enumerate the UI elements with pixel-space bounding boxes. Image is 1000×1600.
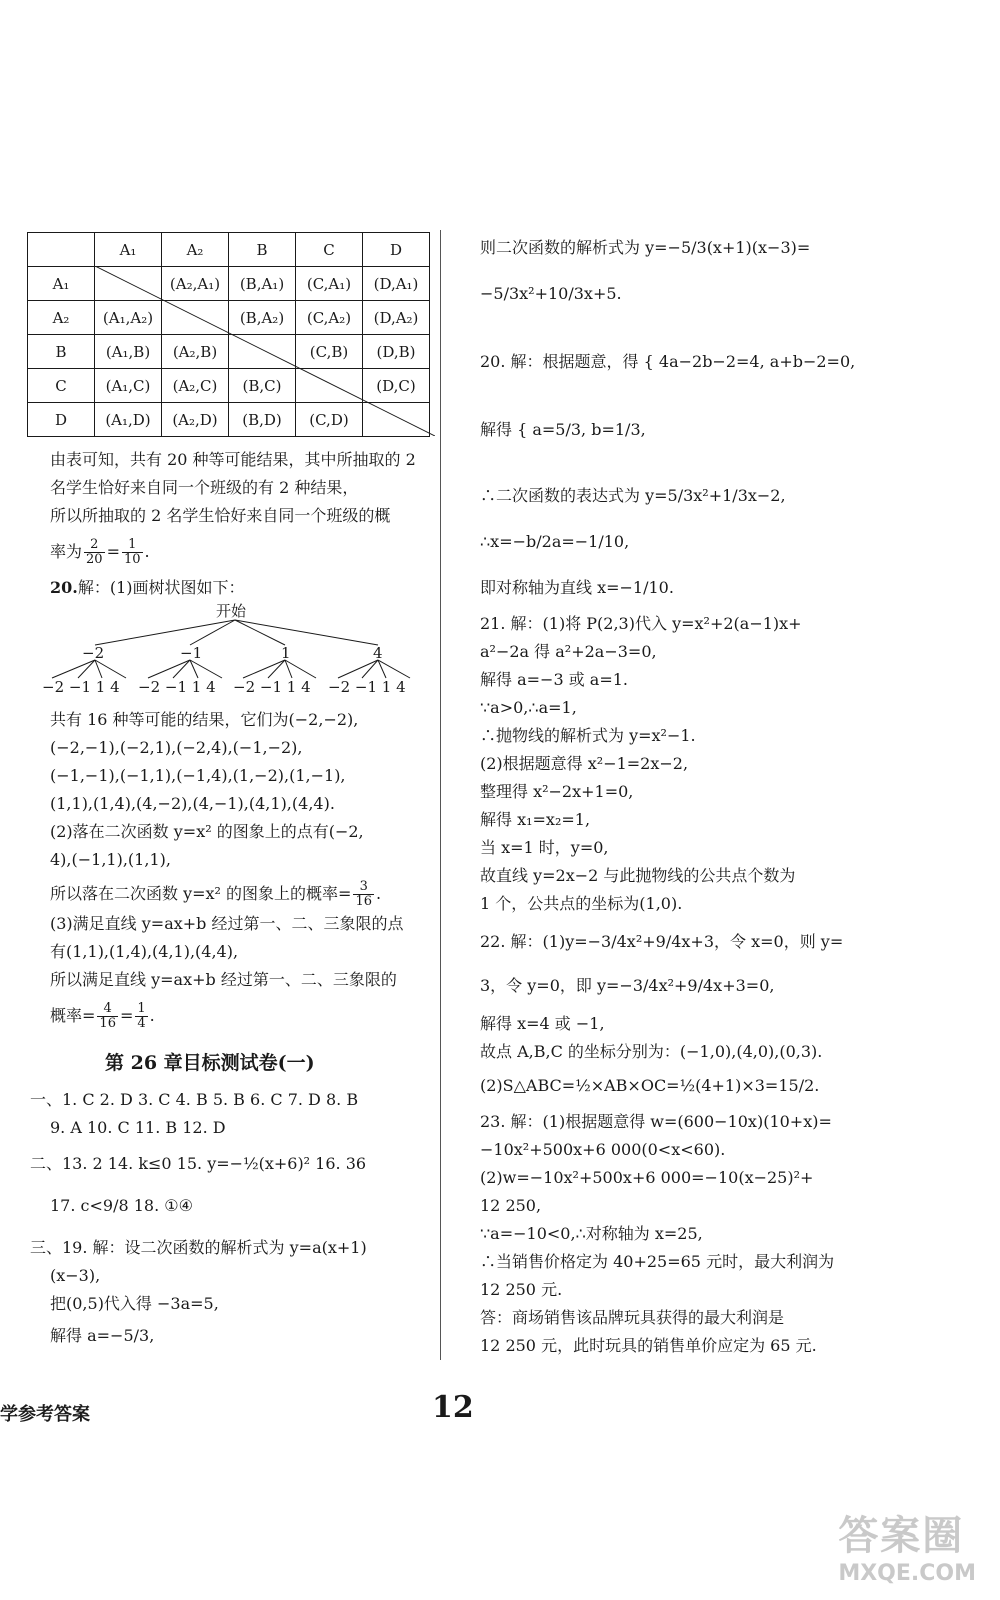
text-line: ∵a>0,∴a=1, (480, 698, 577, 717)
tree-leaves: −2 −1 1 4 (233, 678, 311, 696)
table-cell: (D,B) (363, 335, 430, 369)
text-fragment: 率为 (50, 542, 83, 561)
table-cell: (A₂,A₁) (162, 267, 229, 301)
table-cell: D (363, 233, 430, 267)
watermark-url: MXQE.COM (838, 1561, 976, 1586)
text-line: 12 250 元，此时玩具的销售单价应定为 65 元. (480, 1336, 817, 1355)
text-line: 解得 x=4 或 −1, (480, 1014, 605, 1033)
chapter-title: 第 26 章目标测试卷(一) (105, 1052, 315, 1074)
footer-label: 学参考答案 (0, 1404, 90, 1425)
text-line: 所以满足直线 y=ax+b 经过第一、二、三象限的 (50, 970, 397, 989)
table-cell: (C,A₁) (296, 267, 363, 301)
text-line: (2)S△ABC=½×AB×OC=½(4+1)×3=15/2. (480, 1076, 820, 1095)
question-line (50, 578, 245, 598)
tree-node: 1 (281, 644, 291, 662)
text-line: (x−3), (50, 1266, 101, 1285)
page-number: 12 (432, 1390, 474, 1425)
tree-node: −2 (82, 644, 105, 662)
text-line: 1 个，公共点的坐标为(1,0). (480, 894, 683, 913)
table-cell: (B,D) (229, 403, 296, 437)
text-line: (−1,−1),(−1,1),(−1,4),(1,−2),(1,−1), (50, 766, 346, 785)
tree-leaves: −2 −1 1 4 (138, 678, 216, 696)
text-line: (2)落在二次函数 y=x² 的图象上的点有(−2, (50, 822, 364, 841)
text-line: 把(0,5)代入得 −3a=5, (50, 1294, 219, 1313)
text-line: (2)根据题意得 x²−1=2x−2, (480, 754, 689, 773)
tree-leaves: −2 −1 1 4 (328, 678, 406, 696)
table-cell: (A₁,D) (95, 403, 162, 437)
text-line: 有(1,1),(1,4),(4,1),(4,4), (50, 942, 239, 961)
table-cell: B (28, 335, 95, 369)
text-line: 22. 解：(1)y=−3/4x²+9/4x+3，令 x=0，则 y= (480, 932, 844, 951)
tree-node: 4 (373, 644, 383, 662)
text-line: a²−2a 得 a²+2a−3=0, (480, 642, 657, 661)
text-line: (2)w=−10x²+500x+6 000=−10(x−25)²+ (480, 1168, 814, 1187)
text-line: 故直线 y=2x−2 与此抛物线的公共点个数为 (480, 866, 796, 885)
table-cell: (C,A₂) (296, 301, 363, 335)
table-cell (28, 233, 95, 267)
fraction: $\frac{4}{16}$ (99, 1001, 116, 1031)
text-line: (3)满足直线 y=ax+b 经过第一、二、三象限的点 (50, 914, 404, 933)
table-cell: B (229, 233, 296, 267)
table-cell: (A₂,D) (162, 403, 229, 437)
table-cell: (A₂,C) (162, 369, 229, 403)
text-line: 解得 x₁=x₂=1, (480, 810, 591, 829)
table-cell: (D,C) (363, 369, 430, 403)
table-cell: C (296, 233, 363, 267)
answer-line: 一、1. C 2. D 3. C 4. B 5. B 6. C 7. D 8. B (30, 1090, 359, 1109)
fraction: $\frac{3}{16}$ (355, 879, 373, 909)
text-line: 即对称轴为直线 x=−1/10. (480, 578, 674, 597)
text-line: 则二次函数的解析式为 y=−5/3(x+1)(x−3)= (480, 238, 811, 257)
table-cell: C (28, 369, 95, 403)
fraction: $\frac{2}{20}$ (86, 537, 103, 567)
text-fragment: 解：(1)画树状图如下： (77, 578, 245, 597)
text-line: 所以落在二次函数 y=x² 的图象上的概率= $\frac{3}{16}$ . (50, 879, 382, 909)
text-line: ∴x=−b/2a=−1/10, (480, 532, 630, 551)
text-line: 12 250 元. (480, 1280, 563, 1299)
table-cell: (D,A₁) (363, 267, 430, 301)
text-fragment: 概率= (50, 1006, 96, 1025)
column-divider (440, 230, 441, 1360)
text-line: ∴二次函数的表达式为 y=5/3x²+1/3x−2, (480, 486, 786, 505)
table-cell: A₂ (162, 233, 229, 267)
answer-line: 9. A 10. C 11. B 12. D (50, 1118, 226, 1137)
table-cell: A₂ (28, 301, 95, 335)
text-line: 名学生恰好来自同一个班级的有 2 种结果， (50, 478, 359, 497)
text-line: 3，令 y=0，即 y=−3/4x²+9/4x+3=0, (480, 976, 775, 995)
table-header-row (28, 233, 430, 267)
text-line: −10x²+500x+6 000(0<x<60). (480, 1140, 726, 1159)
table-cell: (A₁,B) (95, 335, 162, 369)
tree-leaves: −2 −1 1 4 (42, 678, 120, 696)
text-line: ∴抛物线的解析式为 y=x²−1. (480, 726, 696, 745)
text-line: 概率= $\frac{4}{16}$ = $\frac{1}{4}$ . (50, 1001, 155, 1031)
table-cell: (A₂,B) (162, 335, 229, 369)
answer-line: 17. c<9/8 18. ①④ (50, 1196, 193, 1215)
text-line: 21. 解：(1)将 P(2,3)代入 y=x²+2(a−1)x+ (480, 614, 802, 633)
text-line: 20. 解：根据题意，得 { 4a−2b−2=4, a+b−2=0, (480, 352, 856, 371)
text-line: 整理得 x²−2x+1=0, (480, 782, 634, 801)
tree-root-label: 开始 (216, 602, 247, 620)
text-line: 三、19. 解：设二次函数的解析式为 y=a(x+1) (30, 1238, 367, 1257)
table-cell: (B,A₂) (229, 301, 296, 335)
text-line: 所以所抽取的 2 名学生恰好来自同一个班级的概 (50, 506, 391, 525)
text-line: (−2,−1),(−2,1),(−2,4),(−1,−2), (50, 738, 303, 757)
table-cell: (B,C) (229, 369, 296, 403)
fraction: $\frac{1}{4}$ (137, 1001, 146, 1031)
text-line: 答：商场销售该品牌玩具获得的最大利润是 (480, 1308, 785, 1327)
table-cell: (D,A₂) (363, 301, 430, 335)
text-line: (1,1),(1,4),(4,−2),(4,−1),(4,1),(4,4). (50, 794, 335, 813)
text-line: ∴当销售价格定为 40+25=65 元时，最大利润为 (480, 1252, 835, 1271)
answer-line: 二、13. 2 14. k≤0 15. y=−½(x+6)² 16. 36 (30, 1154, 367, 1173)
table-cell: (C,B) (296, 335, 363, 369)
text-fragment: 所以落在二次函数 y=x² 的图象上的概率= (50, 884, 352, 903)
table-cell: (B,A₁) (229, 267, 296, 301)
text-line: 故点 A,B,C 的坐标分别为：(−1,0),(4,0),(0,3). (480, 1042, 823, 1061)
table-cell: (C,D) (296, 403, 363, 437)
text-line: −5/3x²+10/3x+5. (480, 284, 622, 303)
text-line: 解得 a=−3 或 a=1. (480, 670, 629, 689)
tree-node: −1 (180, 644, 203, 662)
table-cell: A₁ (28, 267, 95, 301)
text-line: 12 250, (480, 1196, 542, 1215)
question-number: 20. (50, 578, 78, 597)
text-line: 当 x=1 时，y=0, (480, 838, 609, 857)
table-diagonal-line (95, 266, 435, 436)
text-line: 4),(−1,1),(1,1), (50, 850, 171, 869)
watermark-logo (838, 1504, 976, 1586)
table-cell: (A₁,A₂) (95, 301, 162, 335)
text-line: 解得 { a=5/3, b=1/3, (480, 420, 646, 439)
fraction: $\frac{1}{10}$ (123, 537, 141, 567)
text-line: ∵a=−10<0,∴对称轴为 x=25, (480, 1224, 703, 1243)
table-cell: A₁ (95, 233, 162, 267)
watermark-text: 答案圈 (838, 1513, 965, 1559)
text-line: 解得 a=−5/3, (50, 1326, 155, 1345)
text-line: 23. 解：(1)根据题意得 w=(600−10x)(10+x)= (480, 1112, 832, 1131)
text-line: 共有 16 种等可能的结果，它们为(−2,−2), (50, 710, 359, 729)
text-line: 率为 $\frac{2}{20}$ = $\frac{1}{10}$ . (50, 537, 150, 567)
table-cell: D (28, 403, 95, 437)
text-line: 由表可知，共有 20 种等可能结果，其中所抽取的 2 (50, 450, 416, 469)
table-cell: (A₁,C) (95, 369, 162, 403)
